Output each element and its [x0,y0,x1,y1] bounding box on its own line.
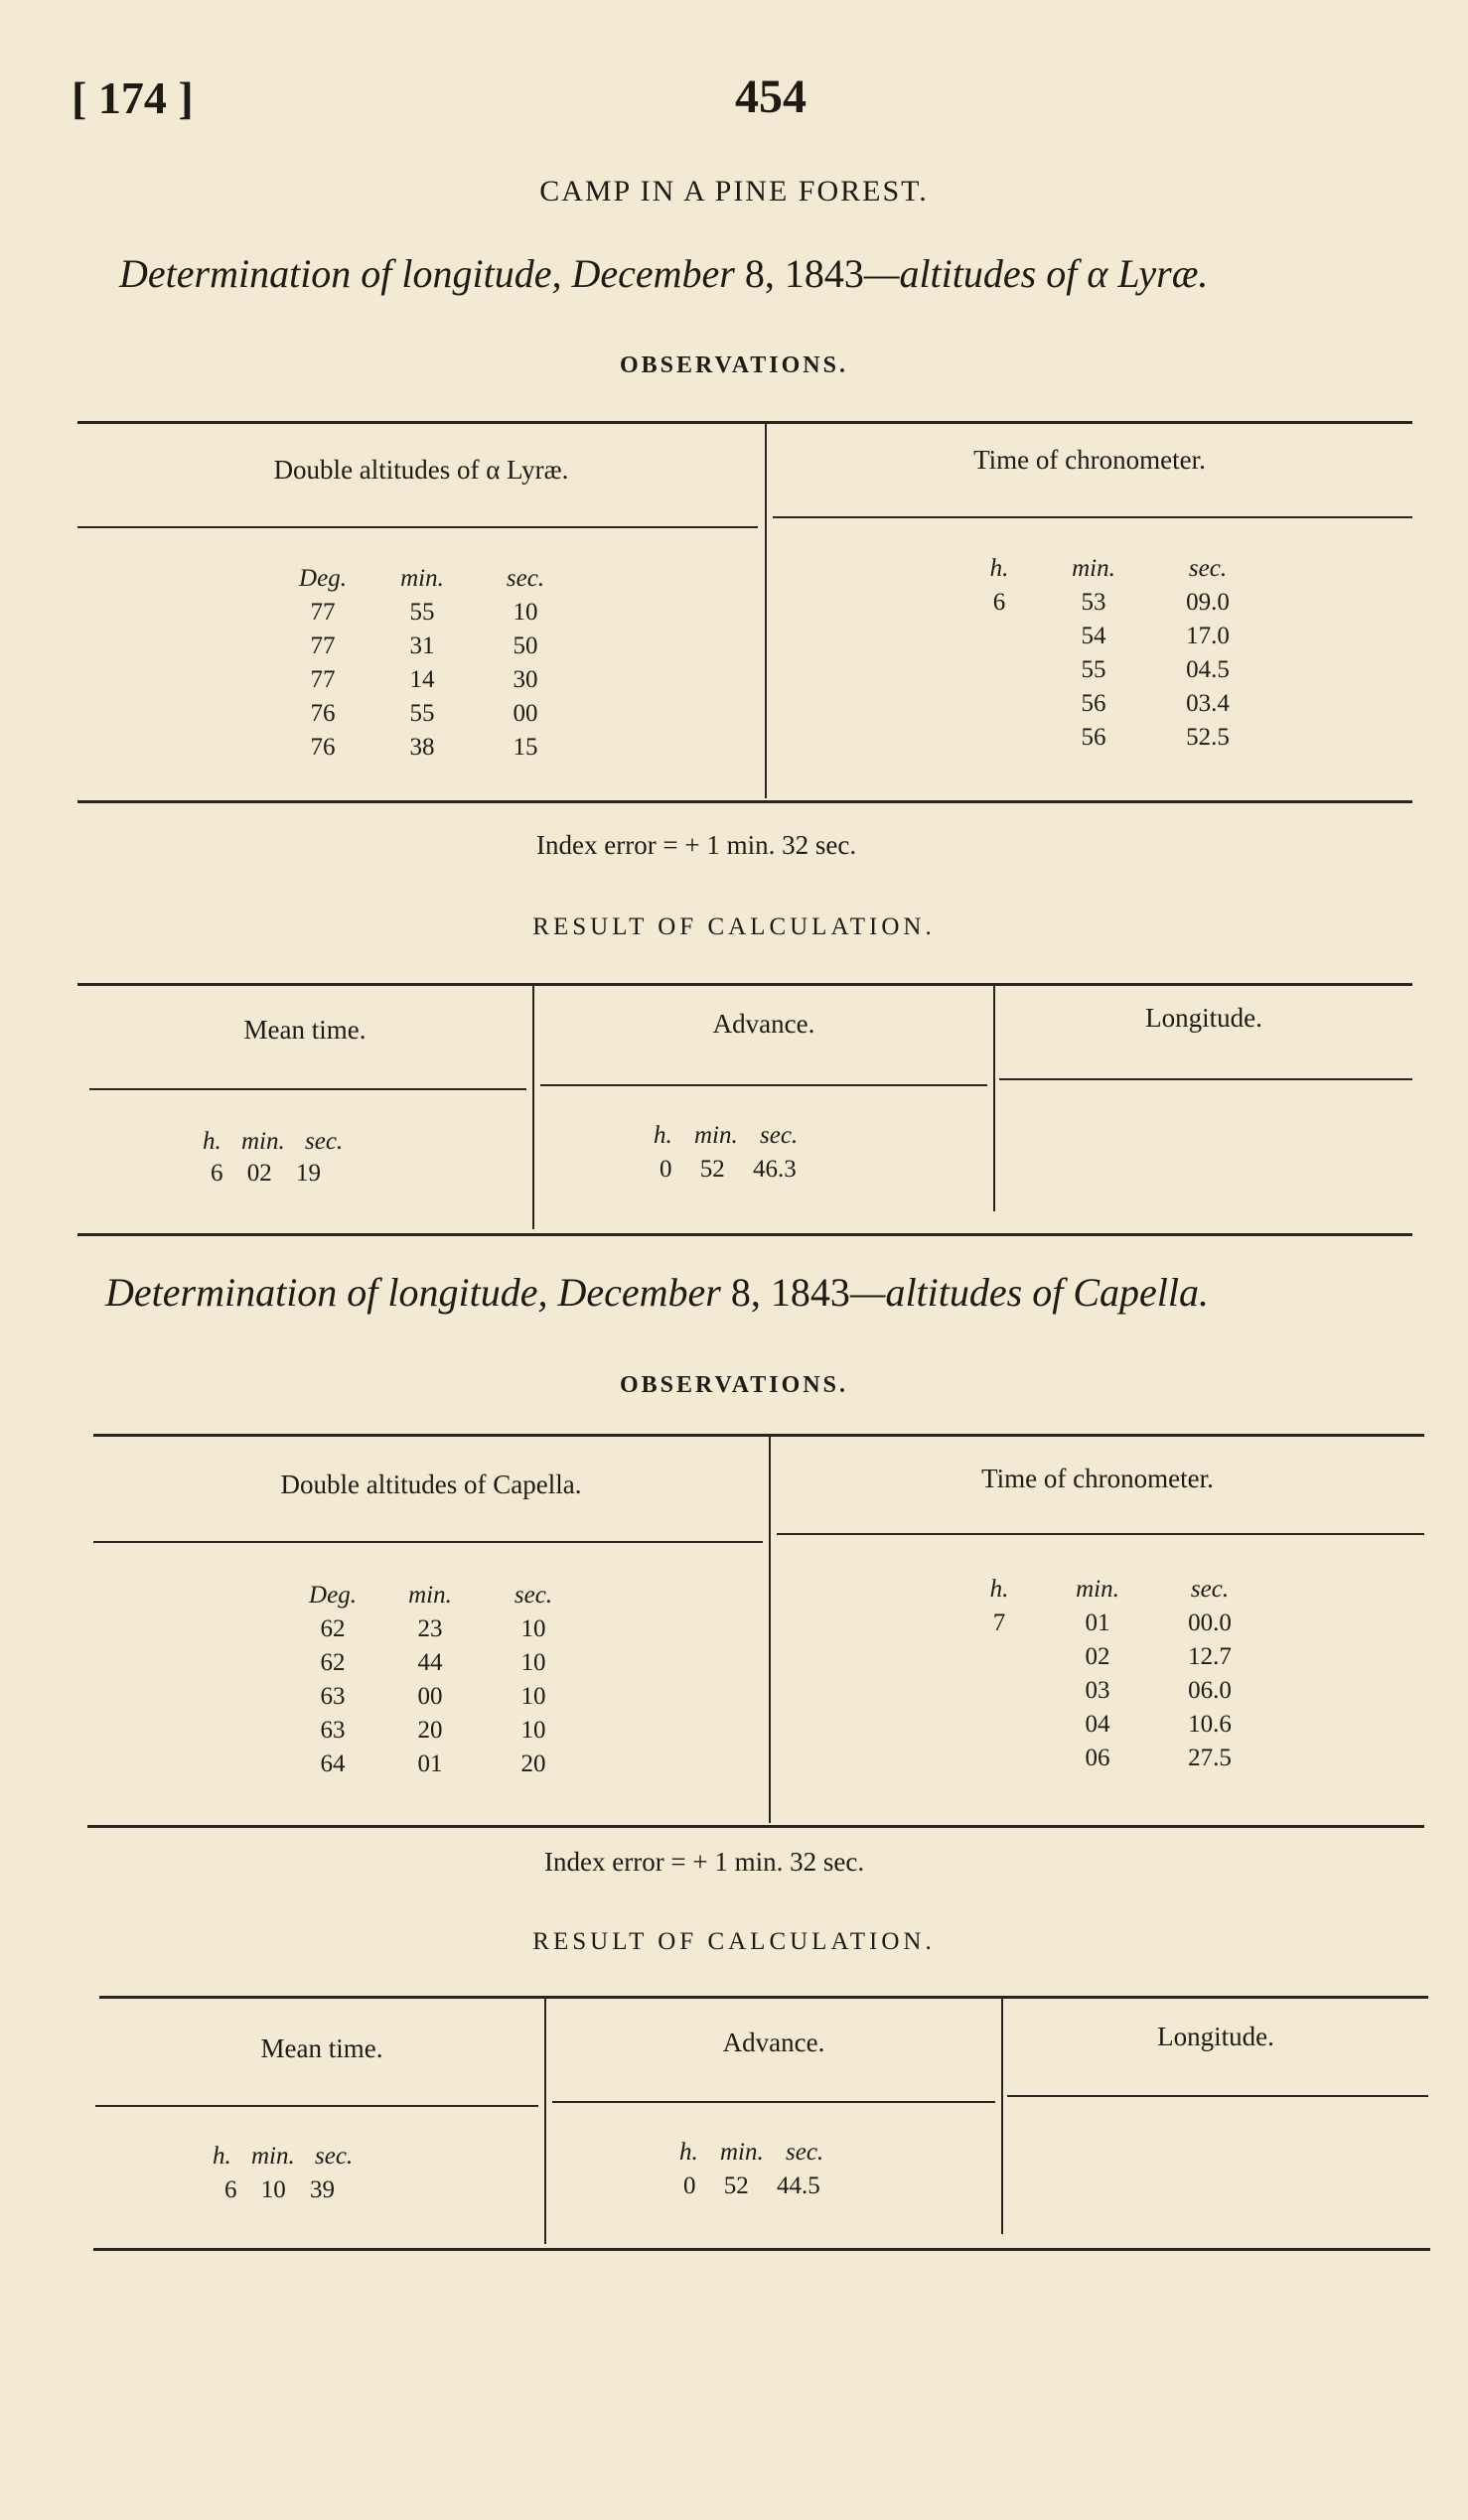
obs2-sec-value: 20 [520,1750,546,1777]
section1-heading-part1: Determination of longitude, December [119,251,735,296]
obs2-chron-sec-value: 06.0 [1188,1677,1232,1704]
result2-top-rule [99,1996,1428,1999]
obs1-min-value: 31 [409,632,435,659]
obs2-deg-column [298,1579,367,1781]
obs1-chron-min-value: 55 [1081,656,1106,683]
obs2-chron-sec-unit: sec. [1190,1576,1230,1603]
obs2-sec-column [499,1579,568,1781]
result2-advance-values: 0 52 44.5 [683,2172,820,2199]
obs2-chron-min-column [1063,1573,1132,1775]
obs2-left-header: Double altitudes of Capella. [280,1470,582,1499]
section1-heading-part4: α Lyræ. [1087,251,1209,296]
obs1-deg-value: 76 [310,734,336,761]
obs1-chron-sec-value: 17.0 [1186,623,1230,649]
obs1-chron-sec-value: 09.0 [1186,589,1230,616]
result1-advance-units: h. min. sec. [654,1122,799,1149]
obs1-sec-value: 50 [513,632,538,659]
obs1-hour-value: 6 [992,589,1006,616]
obs1-left-header-rule [77,526,758,528]
obs1-chron-sec-value: 52.5 [1186,724,1230,751]
obs1-min-value: 14 [409,666,435,693]
obs2-right-header: Time of chronometer. [981,1464,1214,1493]
section2-index-error: Index error = + 1 min. 32 sec. [544,1847,865,1877]
obs1-chron-sec-unit: sec. [1188,555,1228,582]
section2-heading [105,1269,1209,1316]
result1-header-rule-1 [89,1088,526,1090]
running-head: CAMP IN A PINE FOREST. [539,175,929,208]
section1-index-error: Index error = + 1 min. 32 sec. [536,830,857,860]
obs1-bottom-rule [77,800,1412,803]
result1-header-longitude: Longitude. [1145,1003,1262,1033]
obs2-min-value: 01 [417,1750,443,1777]
result2-header-rule-2 [552,2101,995,2103]
obs2-sec-value: 10 [520,1615,546,1642]
obs2-hour-column [969,1573,1029,1640]
obs1-sec-unit: sec. [506,565,545,592]
obs1-sec-value: 30 [513,666,538,693]
result2-header-rule-3 [1007,2095,1428,2097]
obs2-chron-min-unit: min. [1076,1576,1119,1603]
obs1-sec-value: 00 [513,700,538,727]
obs1-deg-unit: Deg. [299,565,347,592]
obs2-sec-unit: sec. [514,1582,553,1609]
obs2-sec-value: 10 [520,1717,546,1744]
obs2-left-header-rule [93,1541,763,1543]
obs2-bottom-rule [87,1825,1424,1828]
obs2-deg-value: 62 [320,1615,346,1642]
obs1-deg-value: 77 [310,632,336,659]
result1-header-advance: Advance. [712,1009,815,1039]
obs1-min-column [387,562,457,765]
obs2-min-value: 23 [417,1615,443,1642]
result2-advance-units: h. min. sec. [679,2139,824,2166]
obs2-deg-value: 62 [320,1649,346,1676]
obs1-chron-min-value: 54 [1081,623,1106,649]
section2-observations-label: OBSERVATIONS. [619,1372,848,1398]
obs2-chron-sec-value: 27.5 [1188,1745,1232,1771]
result2-mean-units: h. min. sec. [213,2143,354,2170]
result2-bottom-rule [93,2248,1430,2251]
obs2-chron-sec-value: 00.0 [1188,1610,1232,1636]
obs2-deg-value: 64 [320,1750,346,1777]
obs1-sec-value: 10 [513,599,538,626]
obs2-deg-value: 63 [320,1717,346,1744]
obs1-chron-min-unit: min. [1072,555,1115,582]
obs2-hour-value: 7 [992,1610,1006,1636]
obs2-chron-sec-column [1170,1573,1249,1775]
obs2-min-unit: min. [408,1582,452,1609]
obs2-right-header-rule [777,1533,1424,1535]
obs1-chron-min-value: 53 [1081,589,1106,616]
obs2-min-value: 20 [417,1717,443,1744]
section1-result-label: RESULT OF CALCULATION. [532,913,936,940]
result2-header-mean-time: Mean time. [260,2033,383,2063]
obs2-chron-min-value: 06 [1085,1745,1110,1771]
obs1-sec-value: 15 [513,734,538,761]
obs2-sec-value: 10 [520,1683,546,1710]
obs2-min-column [395,1579,465,1781]
obs2-chron-min-value: 02 [1085,1643,1110,1670]
obs1-chron-min-value: 56 [1081,724,1106,751]
obs2-min-value: 00 [417,1683,443,1710]
result1-top-rule [77,983,1412,986]
obs2-chron-sec-value: 12.7 [1188,1643,1232,1670]
obs2-deg-unit: Deg. [309,1582,357,1609]
obs1-right-header: Time of chronometer. [973,445,1206,475]
section2-heading-part2: 8, 1843 [730,1270,850,1315]
obs2-top-rule [93,1434,1424,1437]
obs2-chron-min-value: 04 [1085,1711,1110,1738]
section1-heading [119,250,1208,297]
bracket-page-number: [ 174 ] [72,72,194,123]
obs1-deg-value: 77 [310,666,336,693]
obs1-deg-value: 77 [310,599,336,626]
result1-mean-units: h. min. sec. [203,1128,344,1155]
obs1-left-header: Double altitudes of α Lyræ. [273,455,569,485]
obs2-min-value: 44 [417,1649,443,1676]
obs1-chron-sec-value: 03.4 [1186,690,1230,717]
result1-mean-values: 6 02 19 [211,1160,321,1187]
obs1-deg-value: 76 [310,700,336,727]
obs1-min-value: 38 [409,734,435,761]
obs2-deg-value: 63 [320,1683,346,1710]
section2-result-label: RESULT OF CALCULATION. [532,1928,936,1955]
obs1-chron-sec-value: 04.5 [1186,656,1230,683]
result1-bottom-rule [77,1233,1412,1236]
result2-header-longitude: Longitude. [1157,2022,1274,2051]
obs2-sec-value: 10 [520,1649,546,1676]
obs1-top-rule [77,421,1412,424]
obs2-chron-min-value: 03 [1085,1677,1110,1704]
obs2-chron-min-value: 01 [1085,1610,1110,1636]
obs1-center-rule [765,421,767,798]
page-number: 454 [735,70,807,123]
obs1-hour-unit: h. [989,555,1009,582]
obs1-deg-column [288,562,358,765]
section1-heading-part3: —altitudes of [863,251,1078,296]
result2-header-advance: Advance. [722,2028,825,2057]
obs1-min-unit: min. [400,565,444,592]
obs1-right-header-rule [773,516,1412,518]
obs1-chron-min-value: 56 [1081,690,1106,717]
result1-header-rule-3 [999,1078,1412,1080]
section1-observations-label: OBSERVATIONS. [619,352,848,378]
obs1-chron-min-column [1059,552,1128,755]
obs1-min-value: 55 [409,700,435,727]
result1-advance-values: 0 52 46.3 [660,1156,797,1183]
section2-heading-part3: —altitudes of Capella. [849,1270,1209,1315]
obs1-sec-column [491,562,560,765]
obs1-chron-sec-column [1168,552,1248,755]
result1-header-mean-time: Mean time. [243,1015,367,1045]
obs1-min-value: 55 [409,599,435,626]
result2-header-rule-1 [95,2105,538,2107]
section1-heading-part2: 8, 1843 [744,251,864,296]
obs2-hour-unit: h. [989,1576,1009,1603]
result1-header-rule-2 [540,1084,987,1086]
obs1-hour-column [969,552,1029,620]
section2-heading-part1: Determination of longitude, December [105,1270,721,1315]
result2-mean-values: 6 10 39 [224,2176,335,2203]
obs2-chron-sec-value: 10.6 [1188,1711,1232,1738]
